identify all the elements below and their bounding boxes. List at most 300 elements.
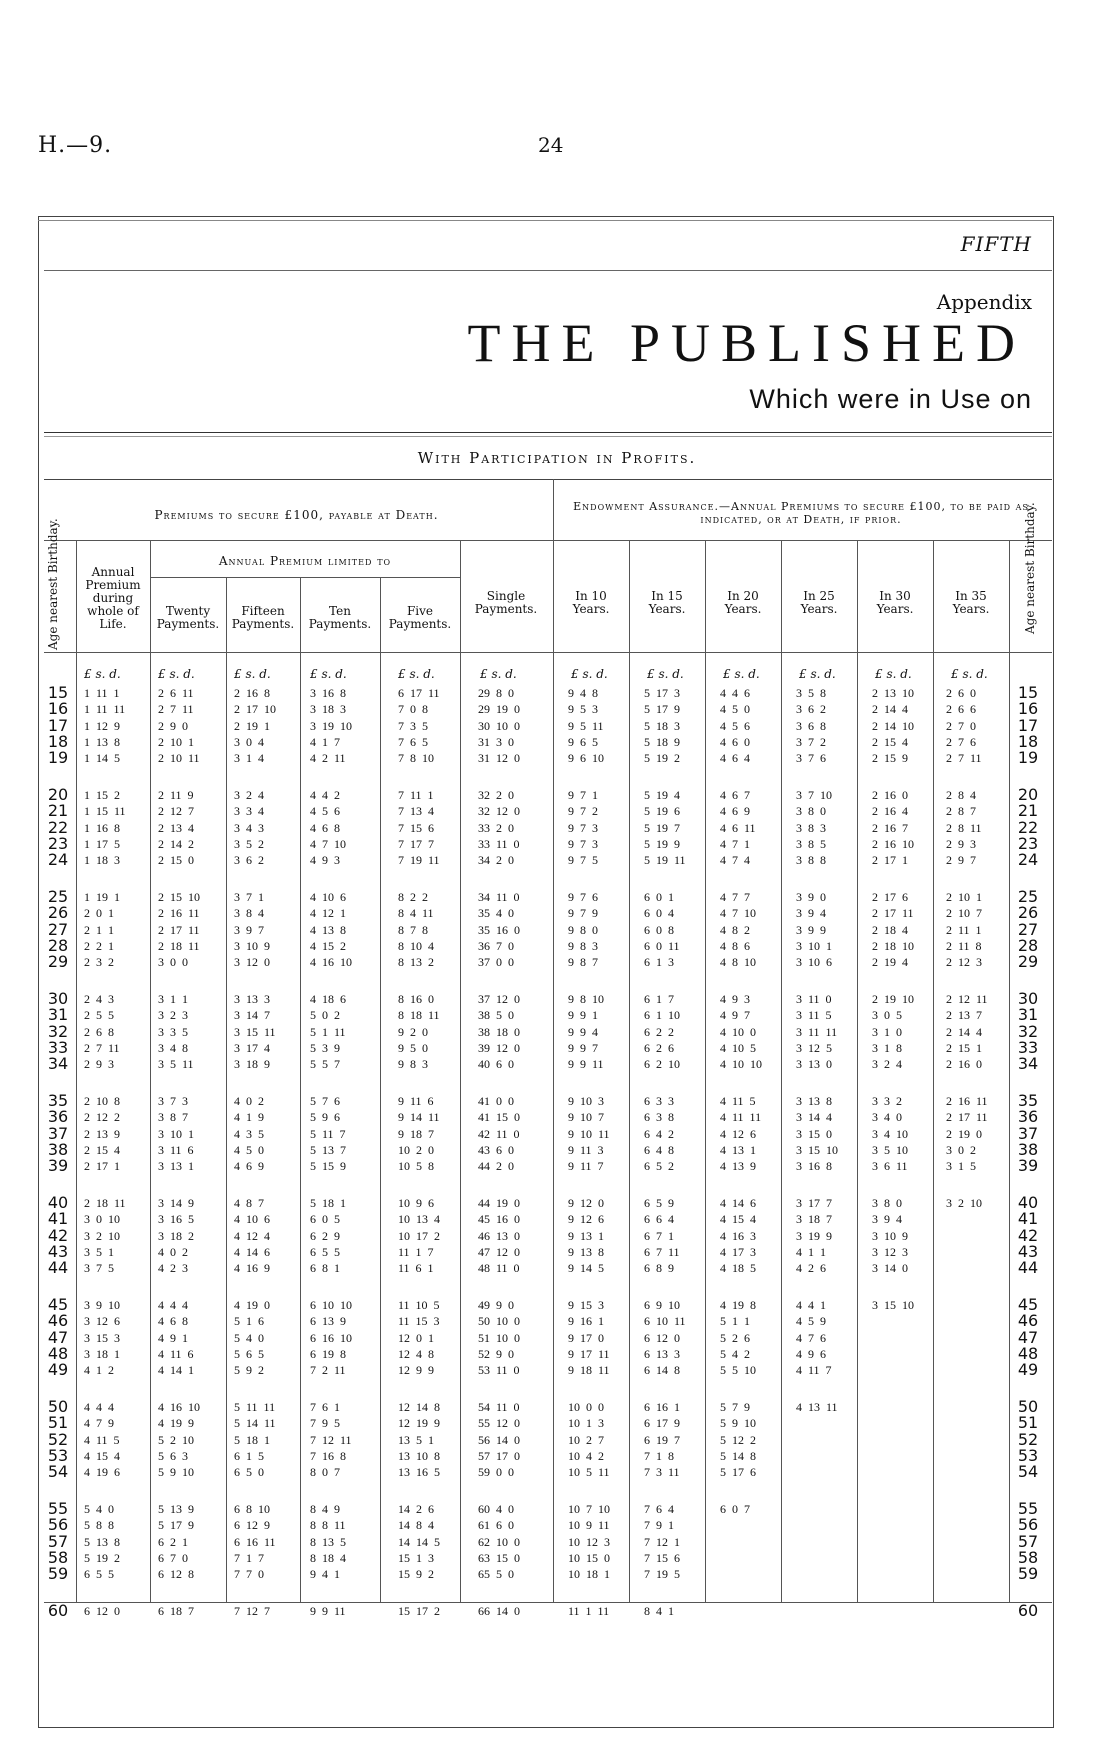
cell-y15: 5 18 3 [644,718,680,733]
cell-ten: 3 18 3 [310,702,346,717]
cell-twenty: 4 2 3 [158,1261,188,1276]
cell-twenty: 2 18 11 [158,938,200,953]
cell-twenty: 2 16 11 [158,906,200,921]
cell-twenty: 2 9 0 [158,718,188,733]
cell-y25: 3 11 0 [796,992,832,1006]
age-right: 33 [1017,1037,1039,1057]
cell-twenty: 2 6 11 [158,686,194,700]
age-left: 48 [47,1343,69,1363]
cell-y10: 11 1 11 [568,1604,610,1618]
cell-annual: 4 1 2 [84,1363,114,1378]
cell-ten: 4 10 6 [310,890,346,904]
age-left: 20 [47,785,69,804]
cell-ten: 3 19 10 [310,718,352,733]
cell-ten: 9 9 11 [310,1604,346,1618]
premiums-group-heading: Premiums to secure £100, payable at Death. [154,508,439,522]
cell-y25: 3 15 10 [796,1142,838,1157]
cell-twenty: 5 2 10 [158,1432,194,1447]
cell-fifteen: 3 12 0 [234,955,270,970]
cell-y20: 4 15 4 [720,1212,756,1227]
cell-y20: 4 7 10 [720,906,756,921]
cell-y25: 3 7 2 [796,734,826,749]
cell-y15: 6 5 2 [644,1159,674,1174]
cell-y15: 6 4 8 [644,1142,674,1157]
cell-y35: 2 10 7 [946,906,982,921]
cell-annual: 1 15 2 [84,788,120,802]
cell-y30: 3 3 2 [872,1094,902,1108]
cell-single: 41 15 0 [478,1110,520,1125]
cell-twenty: 2 17 11 [158,922,200,937]
unit-label: £ s. d. [234,667,271,681]
unit-label: £ s. d. [480,667,517,681]
age-right: 23 [1017,833,1039,853]
cell-y25: 4 4 1 [796,1298,826,1312]
cell-annual: 2 3 2 [84,955,114,970]
cell-annual: 2 18 11 [84,1196,126,1210]
cell-y15: 6 7 1 [644,1228,674,1243]
title-subline: Which were in Use on [749,384,1032,414]
cell-y30: 2 18 10 [872,938,914,953]
cell-y30: 2 14 10 [872,718,914,733]
cell-ten: 8 8 11 [310,1518,346,1533]
cell-y15: 5 17 9 [644,702,680,717]
cell-single: 39 12 0 [478,1040,520,1055]
cell-ten: 4 6 8 [310,820,340,835]
age-left: 52 [47,1429,69,1449]
cell-five: 10 5 8 [398,1159,434,1174]
cell-y10: 10 7 10 [568,1502,610,1516]
cell-y10: 9 8 3 [568,938,598,953]
cell-single: 60 4 0 [478,1502,514,1516]
cell-twenty: 3 7 3 [158,1094,188,1108]
cell-y35: 2 11 1 [946,922,982,937]
cell-twenty: 5 6 3 [158,1448,188,1463]
age-right: 42 [1017,1225,1039,1245]
cell-annual: 1 17 5 [84,836,120,851]
unit-label: £ s. d. [647,667,684,681]
cell-five: 8 18 11 [398,1008,440,1023]
age-left: 33 [47,1037,69,1057]
cell-annual: 5 8 8 [84,1518,114,1533]
cell-annual: 3 18 1 [84,1346,120,1361]
age-left: 36 [47,1107,69,1127]
cell-annual: 4 15 4 [84,1448,120,1463]
age-left: 54 [47,1462,69,1482]
age-left: 42 [47,1225,69,1245]
age-left: 31 [47,1005,69,1025]
cell-y30: 2 15 4 [872,734,908,749]
age-right: 24 [1017,850,1039,870]
cell-y15: 6 14 8 [644,1363,680,1378]
age-left: 50 [47,1397,69,1416]
cell-fifteen: 7 1 7 [234,1550,264,1565]
cell-fifteen: 5 14 11 [234,1416,276,1431]
cell-single: 41 0 0 [478,1094,514,1108]
cell-y10: 9 11 3 [568,1142,604,1157]
cell-five: 13 5 1 [398,1432,434,1447]
cell-y10: 9 8 7 [568,955,598,970]
cell-y20: 5 14 8 [720,1448,756,1463]
cell-y30: 2 16 10 [872,836,914,851]
cell-y15: 6 8 9 [644,1261,674,1276]
age-right: 37 [1017,1123,1039,1143]
col-age-right: Age nearest Birthday. [1023,502,1037,634]
cell-five: 11 1 7 [398,1244,434,1259]
cell-single: 38 5 0 [478,1008,514,1023]
cell-twenty: 3 13 1 [158,1159,194,1174]
cell-single: 29 8 0 [478,686,514,700]
cell-y35: 2 11 8 [946,938,982,953]
cell-y20: 5 12 2 [720,1432,756,1447]
age-right: 30 [1017,989,1039,1008]
cell-fifteen: 6 1 5 [234,1448,264,1463]
cell-five: 8 16 0 [398,992,434,1006]
cell-y25: 3 9 9 [796,922,826,937]
age-left: 26 [47,903,69,923]
cell-twenty: 3 11 6 [158,1142,194,1157]
cell-y15: 6 3 8 [644,1110,674,1125]
cell-y10: 9 10 11 [568,1126,610,1141]
cell-y20: 4 10 5 [720,1040,756,1055]
cell-y10: 10 1 3 [568,1416,604,1431]
cell-y25: 4 9 6 [796,1346,826,1361]
cell-y30: 3 1 0 [872,1024,902,1039]
cell-y30: 2 14 4 [872,702,908,717]
column-divider [380,577,381,1602]
unit-label: £ s. d. [571,667,608,681]
cell-ten: 5 15 9 [310,1159,346,1174]
cell-ten: 7 9 5 [310,1416,340,1431]
cell-y35: 3 2 10 [946,1196,982,1210]
cell-fifteen: 4 14 6 [234,1244,270,1259]
cell-fifteen: 6 8 10 [234,1502,270,1516]
header-rule [150,577,460,578]
cell-y35: 2 17 11 [946,1110,988,1125]
column-divider [460,540,461,1602]
rule [44,479,1052,480]
cell-annual: 2 13 9 [84,1126,120,1141]
cell-ten: 4 1 7 [310,734,340,749]
cell-y15: 6 0 11 [644,938,680,953]
title-fifth: FIFTH [960,232,1032,256]
cell-y15: 7 3 11 [644,1465,680,1480]
unit-label: £ s. d. [723,667,760,681]
rule [44,436,1052,437]
age-left: 23 [47,833,69,853]
cell-single: 33 11 0 [478,836,520,851]
cell-y25: 3 17 7 [796,1196,832,1210]
cell-annual: 2 10 8 [84,1094,120,1108]
cell-fifteen: 7 12 7 [234,1604,270,1618]
cell-y10: 9 9 4 [568,1024,598,1039]
cell-five: 8 7 8 [398,922,428,937]
age-right: 39 [1017,1156,1039,1176]
cell-y35: 2 7 11 [946,751,982,766]
rule [44,1602,1052,1603]
cell-five: 9 11 6 [398,1094,434,1108]
cell-y35: 2 14 4 [946,1024,982,1039]
cell-y25: 3 13 0 [796,1057,832,1072]
cell-y25: 3 9 0 [796,890,826,904]
cell-five: 8 13 2 [398,955,434,970]
cell-single: 40 6 0 [478,1057,514,1072]
cell-five: 9 5 0 [398,1040,428,1055]
group-divider [553,479,554,1602]
cell-y30: 2 19 4 [872,955,908,970]
cell-single: 52 9 0 [478,1346,514,1361]
age-right: 47 [1017,1327,1039,1347]
cell-y30: 2 17 11 [872,906,914,921]
cell-y35: 2 12 11 [946,992,988,1006]
age-right: 32 [1017,1021,1039,1041]
cell-annual: 2 2 1 [84,938,114,953]
cell-fifteen: 4 16 9 [234,1261,270,1276]
age-right: 43 [1017,1241,1039,1261]
age-left: 35 [47,1091,69,1110]
column-divider [857,540,858,1602]
cell-y35: 2 13 7 [946,1008,982,1023]
header-rule [44,652,1052,653]
cell-fifteen: 4 3 5 [234,1126,264,1141]
cell-twenty: 6 7 0 [158,1550,188,1565]
age-right: 35 [1017,1091,1039,1110]
cell-y10: 9 10 3 [568,1094,604,1108]
rule [44,270,1052,271]
cell-single: 32 12 0 [478,804,520,819]
cell-single: 34 11 0 [478,890,520,904]
age-right: 15 [1017,683,1039,702]
cell-y35: 2 9 3 [946,836,976,851]
cell-fifteen: 7 7 0 [234,1567,264,1582]
cell-annual: 3 15 3 [84,1330,120,1345]
cell-y15: 5 19 9 [644,836,680,851]
cell-five: 10 9 6 [398,1196,434,1210]
cell-twenty: 4 6 8 [158,1314,188,1329]
cell-ten: 7 6 1 [310,1400,340,1414]
cell-y20: 4 6 7 [720,788,750,802]
cell-fifteen: 4 8 7 [234,1196,264,1210]
age-left: 18 [47,731,69,751]
cell-y25: 4 7 6 [796,1330,826,1345]
cell-single: 66 14 0 [478,1604,520,1618]
cell-ten: 7 2 11 [310,1363,346,1378]
cell-annual: 3 7 5 [84,1261,114,1276]
cell-fifteen: 2 19 1 [234,718,270,733]
age-left: 43 [47,1241,69,1261]
unit-label: £ s. d. [158,667,195,681]
cell-y20: 6 0 7 [720,1502,750,1516]
cell-y20: 4 11 5 [720,1094,756,1108]
cell-twenty: 4 0 2 [158,1244,188,1259]
cell-y10: 9 7 3 [568,836,598,851]
cell-y20: 5 17 6 [720,1465,756,1480]
cell-annual: 1 14 5 [84,751,120,766]
cell-fifteen: 5 11 11 [234,1400,276,1414]
col-single: Single Payments. [474,589,538,616]
cell-fifteen: 5 6 5 [234,1346,264,1361]
cell-y35: 2 7 6 [946,734,976,749]
cell-y15: 6 17 9 [644,1416,680,1431]
cell-annual: 5 4 0 [84,1502,114,1516]
cell-ten: 4 12 1 [310,906,346,921]
cell-y20: 4 10 10 [720,1057,762,1072]
cell-annual: 4 19 6 [84,1465,120,1480]
document-code: H.—9. [38,133,113,158]
col-30-years: In 30 Years. [876,589,914,616]
cell-y10: 9 13 1 [568,1228,604,1243]
cell-five: 7 17 7 [398,836,434,851]
cell-five: 7 8 10 [398,751,434,766]
header-rule [44,540,1052,541]
cell-y30: 3 5 10 [872,1142,908,1157]
cell-single: 47 12 0 [478,1244,520,1259]
cell-single: 49 9 0 [478,1298,514,1312]
page-number: 24 [538,133,564,157]
cell-annual: 2 4 3 [84,992,114,1006]
cell-y25: 3 16 8 [796,1159,832,1174]
cell-y10: 9 7 5 [568,853,598,868]
cell-y30: 3 0 5 [872,1008,902,1023]
cell-y10: 10 18 1 [568,1567,610,1582]
cell-single: 35 4 0 [478,906,514,921]
cell-ten: 9 4 1 [310,1567,340,1582]
cell-ten: 8 18 4 [310,1550,346,1565]
cell-y30: 3 14 0 [872,1261,908,1276]
page-title: THE PUBLISHED [467,313,1026,373]
cell-twenty: 3 16 5 [158,1212,194,1227]
cell-y15: 6 0 4 [644,906,674,921]
col-ten: Ten Payments. [308,604,372,631]
cell-y15: 6 0 8 [644,922,674,937]
cell-y25: 3 6 2 [796,702,826,717]
cell-single: 35 16 0 [478,922,520,937]
age-left: 25 [47,887,69,906]
cell-ten: 5 9 6 [310,1110,340,1125]
age-right: 46 [1017,1311,1039,1331]
cell-annual: 2 17 1 [84,1159,120,1174]
cell-y25: 3 15 0 [796,1126,832,1141]
cell-y20: 4 10 0 [720,1024,756,1039]
cell-y20: 4 7 1 [720,836,750,851]
cell-y35: 2 15 1 [946,1040,982,1055]
cell-y20: 5 5 10 [720,1363,756,1378]
age-left: 32 [47,1021,69,1041]
cell-fifteen: 3 14 7 [234,1008,270,1023]
cell-y10: 10 9 11 [568,1518,610,1533]
cell-y10: 9 5 3 [568,702,598,717]
cell-annual: 4 7 9 [84,1416,114,1431]
cell-single: 44 19 0 [478,1196,520,1210]
cell-y35: 2 16 0 [946,1057,982,1072]
age-left: 39 [47,1156,69,1176]
age-left: 46 [47,1311,69,1331]
cell-annual: 3 5 1 [84,1244,114,1259]
cell-twenty: 3 5 11 [158,1057,194,1072]
cell-y20: 4 5 6 [720,718,750,733]
cell-y15: 6 0 1 [644,890,674,904]
cell-fifteen: 6 12 9 [234,1518,270,1533]
cell-annual: 1 19 1 [84,890,120,904]
frame-inner-rule [38,220,1052,221]
cell-annual: 3 0 10 [84,1212,120,1227]
age-right: 36 [1017,1107,1039,1127]
cell-ten: 6 13 9 [310,1314,346,1329]
cell-twenty: 6 2 1 [158,1534,188,1549]
cell-y25: 4 5 9 [796,1314,826,1329]
age-right: 45 [1017,1295,1039,1314]
cell-single: 36 7 0 [478,938,514,953]
cell-single: 38 18 0 [478,1024,520,1039]
cell-ten: 4 16 10 [310,955,352,970]
cell-single: 43 6 0 [478,1142,514,1157]
cell-twenty: 5 17 9 [158,1518,194,1533]
cell-y25: 3 12 5 [796,1040,832,1055]
cell-ten: 6 8 1 [310,1261,340,1276]
endowment-group-heading: Endowment Assurance.—Annual Premiums to secure £100, to be paid as indicated, or at Death, if prior. [573,500,1029,526]
cell-y20: 4 6 9 [720,804,750,819]
cell-y10: 9 7 6 [568,890,598,904]
cell-y30: 3 9 4 [872,1212,902,1227]
cell-annual: 3 2 10 [84,1228,120,1243]
cell-ten: 3 16 8 [310,686,346,700]
cell-fifteen: 3 4 3 [234,820,264,835]
cell-five: 7 3 5 [398,718,428,733]
cell-y35: 2 12 3 [946,955,982,970]
cell-y20: 4 14 6 [720,1196,756,1210]
cell-five: 9 18 7 [398,1126,434,1141]
cell-ten: 4 18 6 [310,992,346,1006]
cell-fifteen: 3 18 9 [234,1057,270,1072]
cell-ten: 4 15 2 [310,938,346,953]
cell-y15: 5 19 6 [644,804,680,819]
cell-twenty: 5 13 9 [158,1502,194,1516]
cell-five: 7 11 1 [398,788,434,802]
age-left: 58 [47,1547,69,1567]
age-left: 60 [47,1601,69,1620]
cell-y25: 4 11 7 [796,1363,832,1378]
age-right: 54 [1017,1462,1039,1482]
cell-y25: 3 8 0 [796,804,826,819]
cell-y15: 6 3 3 [644,1094,674,1108]
cell-single: 34 2 0 [478,853,514,868]
cell-y10: 9 8 10 [568,992,604,1006]
age-left: 22 [47,817,69,837]
cell-y10: 9 17 0 [568,1330,604,1345]
cell-y10: 9 16 1 [568,1314,604,1329]
cell-twenty: 2 10 11 [158,751,200,766]
age-left: 28 [47,935,69,955]
cell-ten: 7 16 8 [310,1448,346,1463]
age-right: 52 [1017,1429,1039,1449]
age-left: 51 [47,1413,69,1433]
cell-twenty: 3 2 3 [158,1008,188,1023]
age-left: 57 [47,1531,69,1551]
age-left: 37 [47,1123,69,1143]
cell-y15: 5 19 7 [644,820,680,835]
cell-fifteen: 3 7 1 [234,890,264,904]
cell-five: 10 17 2 [398,1228,440,1243]
cell-single: 42 11 0 [478,1126,520,1141]
cell-ten: 6 19 8 [310,1346,346,1361]
cell-y35: 2 16 11 [946,1094,988,1108]
cell-fifteen: 4 1 9 [234,1110,264,1125]
cell-fifteen: 3 2 4 [234,788,264,802]
cell-twenty: 3 4 8 [158,1040,188,1055]
cell-y15: 6 10 11 [644,1314,686,1329]
cell-y30: 2 18 4 [872,922,908,937]
cell-twenty: 2 11 9 [158,788,194,802]
cell-y30: 3 1 8 [872,1040,902,1055]
